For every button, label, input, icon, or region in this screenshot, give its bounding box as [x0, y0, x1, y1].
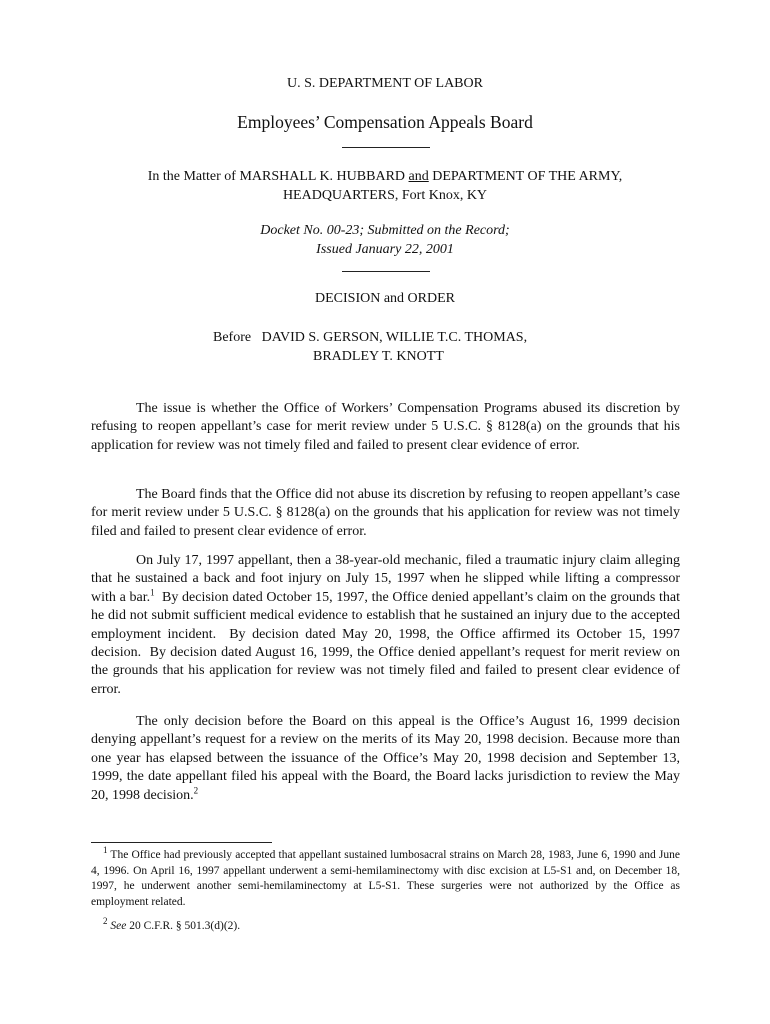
- footnote-1-number: 1: [103, 845, 108, 856]
- matter-and: and: [408, 169, 429, 184]
- footnote-ref-1[interactable]: 1: [150, 587, 155, 598]
- panel-line1: Before DAVID S. GERSON, WILLIE T.C. THOMAS,: [213, 330, 528, 345]
- docket-info: [0, 221, 770, 259]
- jurisdiction-text: The only decision before the Board on this appeal is the Office’s August 16, 1999 decision denying appellant’s request for a review on the merits of its May 20, 1998 decision. Because more than one year has elapsed between the issuance of the Office’s May 20, 1998 decision and September 13, 1999, the date appellant filed his appeal with the Board, the Board lacks jurisdiction to review the May 20, 1998 decision.: [91, 714, 680, 803]
- decision-title: DECISION and ORDER: [315, 291, 455, 306]
- docket-line1: Docket No. 00-23; Submitted on the Record;: [260, 223, 510, 238]
- panel-line2: BRADLEY T. KNOTT: [313, 349, 444, 364]
- matter-prefix: In the Matter of MARSHALL K. HUBBARD: [147, 169, 409, 184]
- background-text-a: On July 17, 1997 appellant, then a 38-year-old mechanic, filed a traumatic injury claim alleging that he sustained a back and foot injury on July 15, 1997 when he slipped while lifting a compressor with a bar.: [91, 553, 680, 605]
- paragraph-finding: The Board finds that the Office did not abuse its discretion by refusing to reopen appellant’s case for merit review under 5 U.S.C. § 8128(a) on the grounds that his application for review was not timely filed and failed to present clear evidence of error.: [91, 487, 680, 539]
- background-text-b: By decision dated October 15, 1997, the Office denied appellant’s claim on the grounds that he did not submit sufficient medical evidence to establish that he sustained an injury due to the accepted employment incident. By decision dated May 20, 1998, the Office affirmed its October 15, 1997 decision. By decision dated August 16, 1999, the Office denied appellant’s request for merit review on the grounds that his application for review was not timely filed and failed to present clear evidence of error.: [91, 589, 684, 697]
- title-divider: [342, 147, 430, 148]
- footnote-1: [91, 845, 680, 910]
- matter-line2: HEADQUARTERS, Fort Knox, KY: [282, 188, 488, 203]
- footnote-2-see: See: [110, 920, 127, 932]
- paragraph-issue: The issue is whether the Office of Workers’ Compensation Programs abused its discretion by refusing to reopen appellant’s case for merit review under 5 U.S.C. § 8128(a) on the grounds that his application for review was not timely filed and failed to present clear evidence of error.: [91, 401, 680, 453]
- matter-suffix: DEPARTMENT OF THE ARMY,: [428, 169, 623, 184]
- footnote-2-text: 20 C.F.R. § 501.3(d)(2).: [126, 920, 241, 932]
- docket-line2: Issued January 22, 2001: [316, 242, 454, 257]
- footnote-ref-2[interactable]: 2: [193, 784, 199, 795]
- paragraph-background: [91, 552, 684, 699]
- department-heading: U. S. DEPARTMENT OF LABOR: [287, 76, 483, 91]
- board-title: Employees’ Compensation Appeals Board: [237, 112, 533, 132]
- footnote-1-text: The Office had previously accepted that appellant sustained lumbosacral strains on March 28, 1983, June 6, 1990 and June 4, 1996. On April 16, 1997 appellant underwent a semi-hemilaminectomy with disc excision at L5-S1 and, on December 18, 1997, he underwent another semi-hemilaminectomy at L5-S1. These surgeries were not authorized by the Office as employment related.: [91, 849, 680, 908]
- case-matter: [0, 167, 770, 205]
- footnote-2: [91, 916, 680, 935]
- footnote-separator: [91, 842, 272, 843]
- paragraph-jurisdiction: [91, 713, 680, 805]
- footnote-2-number: 2: [103, 916, 108, 927]
- docket-divider: [342, 271, 430, 272]
